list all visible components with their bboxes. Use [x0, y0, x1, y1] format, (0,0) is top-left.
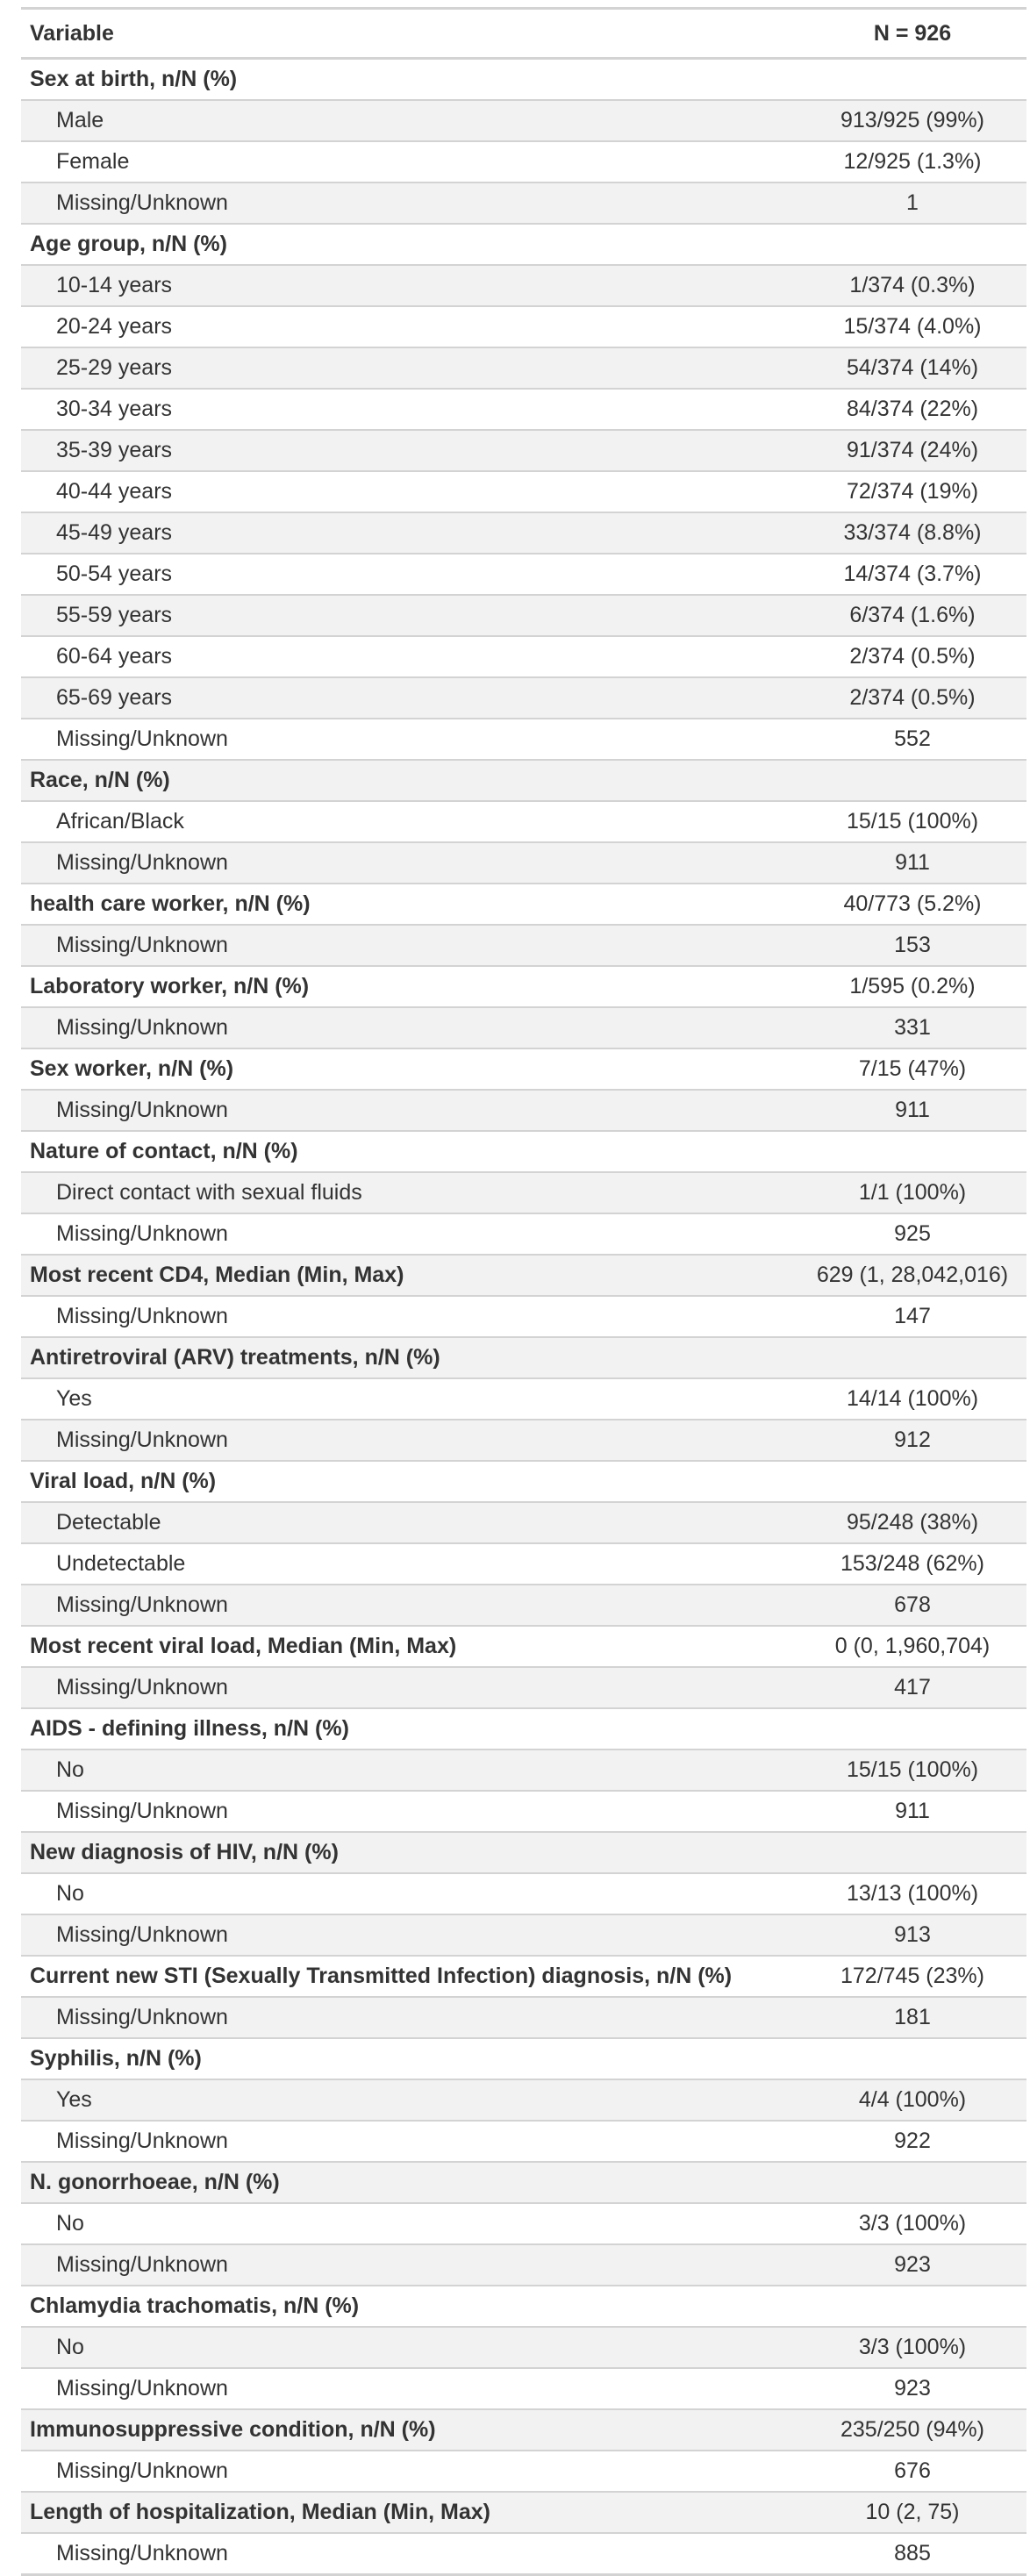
statistic-value: 14/14 (100%) [798, 1378, 1026, 1420]
variable-label: Laboratory worker, n/N (%) [21, 966, 798, 1007]
variable-label: Most recent viral load, Median (Min, Max) [21, 1626, 798, 1667]
statistic-value: 4/4 (100%) [798, 2079, 1026, 2121]
variable-label: Immunosuppressive condition, n/N (%) [21, 2409, 798, 2451]
table-row [21, 224, 1026, 265]
table-row [21, 1378, 1026, 1420]
variable-label: New diagnosis of HIV, n/N (%) [21, 1832, 798, 1873]
table-row [21, 182, 1026, 224]
statistic-value: 911 [798, 842, 1026, 884]
table-header-row [21, 9, 1026, 59]
statistic-value: 3/3 (100%) [798, 2203, 1026, 2244]
statistic-value [798, 1832, 1026, 1873]
table-row [21, 1626, 1026, 1667]
statistic-value: 6/374 (1.6%) [798, 595, 1026, 636]
table-row [21, 554, 1026, 595]
statistic-value [798, 59, 1026, 101]
table-row [21, 1832, 1026, 1873]
statistic-value: 913/925 (99%) [798, 100, 1026, 141]
statistic-value: 172/745 (23%) [798, 1956, 1026, 1997]
statistic-value: 13/13 (100%) [798, 1873, 1026, 1914]
level-label: No [21, 1873, 798, 1914]
statistic-value: 1/1 (100%) [798, 1172, 1026, 1213]
table-row [21, 1543, 1026, 1585]
statistic-value [798, 2286, 1026, 2327]
level-label: Male [21, 100, 798, 141]
statistic-value: 676 [798, 2451, 1026, 2492]
table-row [21, 1007, 1026, 1048]
table-row [21, 1873, 1026, 1914]
variable-label: Current new STI (Sexually Transmitted Infection) diagnosis, n/N (%) [21, 1956, 798, 1997]
level-label: 40-44 years [21, 471, 798, 512]
table-row [21, 801, 1026, 842]
table-row [21, 595, 1026, 636]
level-label: 45-49 years [21, 512, 798, 554]
level-label: Missing/Unknown [21, 1007, 798, 1048]
statistic-value: 923 [798, 2244, 1026, 2286]
table-row [21, 1337, 1026, 1378]
variable-label: Nature of contact, n/N (%) [21, 1131, 798, 1172]
variable-label: health care worker, n/N (%) [21, 884, 798, 925]
statistic-value [798, 760, 1026, 801]
table-row [21, 2368, 1026, 2409]
table-row [21, 1997, 1026, 2038]
level-label: No [21, 2327, 798, 2368]
level-label: Missing/Unknown [21, 1914, 798, 1956]
table-row [21, 512, 1026, 554]
table-row [21, 1708, 1026, 1750]
statistic-value: 922 [798, 2121, 1026, 2162]
table-row [21, 347, 1026, 389]
statistic-value: 33/374 (8.8%) [798, 512, 1026, 554]
level-label: 55-59 years [21, 595, 798, 636]
level-label: 60-64 years [21, 636, 798, 677]
variable-label: Viral load, n/N (%) [21, 1461, 798, 1502]
table-row [21, 842, 1026, 884]
level-label: Yes [21, 2079, 798, 2121]
statistic-value [798, 224, 1026, 265]
level-label: Missing/Unknown [21, 1090, 798, 1131]
statistic-value [798, 2038, 1026, 2079]
variable-label: Sex worker, n/N (%) [21, 1048, 798, 1090]
statistic-value: 95/248 (38%) [798, 1502, 1026, 1543]
level-label: Missing/Unknown [21, 719, 798, 760]
level-label: Missing/Unknown [21, 1997, 798, 2038]
statistic-value [798, 2162, 1026, 2203]
table-row [21, 884, 1026, 925]
table-row [21, 1502, 1026, 1543]
table-row [21, 2244, 1026, 2286]
statistic-value: 1 [798, 182, 1026, 224]
statistic-value: 84/374 (22%) [798, 389, 1026, 430]
variable-label: N. gonorrhoeae, n/N (%) [21, 2162, 798, 2203]
level-label: 35-39 years [21, 430, 798, 471]
statistic-value: 911 [798, 1090, 1026, 1131]
table-row [21, 2409, 1026, 2451]
table-row [21, 1420, 1026, 1461]
statistic-value: 54/374 (14%) [798, 347, 1026, 389]
statistic-value: 331 [798, 1007, 1026, 1048]
table-row [21, 2492, 1026, 2533]
variable-label: AIDS - defining illness, n/N (%) [21, 1708, 798, 1750]
level-label: Missing/Unknown [21, 2533, 798, 2575]
variable-label: Length of hospitalization, Median (Min, Max) [21, 2492, 798, 2533]
level-label: 50-54 years [21, 554, 798, 595]
statistic-value: 885 [798, 2533, 1026, 2575]
variable-label: Sex at birth, n/N (%) [21, 59, 798, 101]
table-row [21, 141, 1026, 182]
statistic-value: 3/3 (100%) [798, 2327, 1026, 2368]
statistic-value: 15/15 (100%) [798, 801, 1026, 842]
level-label: African/Black [21, 801, 798, 842]
level-label: 10-14 years [21, 265, 798, 306]
level-label: Yes [21, 1378, 798, 1420]
variable-label: Antiretroviral (ARV) treatments, n/N (%) [21, 1337, 798, 1378]
table-row [21, 59, 1026, 101]
level-label: 65-69 years [21, 677, 798, 719]
level-label: Missing/Unknown [21, 1296, 798, 1337]
variable-label: Chlamydia trachomatis, n/N (%) [21, 2286, 798, 2327]
level-label: 20-24 years [21, 306, 798, 347]
level-label: Missing/Unknown [21, 1667, 798, 1708]
table-row [21, 1296, 1026, 1337]
level-label: No [21, 2203, 798, 2244]
table-body [21, 59, 1026, 2575]
level-label: Missing/Unknown [21, 182, 798, 224]
level-label: Missing/Unknown [21, 1420, 798, 1461]
statistic-value: 629 (1, 28,042,016) [798, 1255, 1026, 1296]
level-label: Female [21, 141, 798, 182]
table-row [21, 306, 1026, 347]
variable-label: Syphilis, n/N (%) [21, 2038, 798, 2079]
table-row [21, 2079, 1026, 2121]
statistic-value [798, 1708, 1026, 1750]
statistic-value: 923 [798, 2368, 1026, 2409]
statistic-value: 552 [798, 719, 1026, 760]
variable-column-header: Variable [21, 9, 798, 59]
table-row [21, 636, 1026, 677]
statistic-value: 1/595 (0.2%) [798, 966, 1026, 1007]
statistic-value: 153/248 (62%) [798, 1543, 1026, 1585]
statistic-value [798, 1337, 1026, 1378]
table-row [21, 1667, 1026, 1708]
table-row [21, 719, 1026, 760]
level-label: Missing/Unknown [21, 1585, 798, 1626]
table-row [21, 389, 1026, 430]
statistic-value: 2/374 (0.5%) [798, 677, 1026, 719]
statistic-value: 14/374 (3.7%) [798, 554, 1026, 595]
table-row [21, 265, 1026, 306]
table-row [21, 2286, 1026, 2327]
table-row [21, 1131, 1026, 1172]
statistic-value: 913 [798, 1914, 1026, 1956]
statistic-value [798, 1461, 1026, 1502]
summary-table-container [21, 7, 1026, 2576]
statistic-value: 2/374 (0.5%) [798, 636, 1026, 677]
table-row [21, 1791, 1026, 1832]
table-row [21, 1172, 1026, 1213]
statistic-value: 147 [798, 1296, 1026, 1337]
table-row [21, 760, 1026, 801]
statistic-value: 1/374 (0.3%) [798, 265, 1026, 306]
table-row [21, 2327, 1026, 2368]
table-row [21, 2203, 1026, 2244]
table-row [21, 471, 1026, 512]
table-row [21, 1255, 1026, 1296]
statistic-value: 10 (2, 75) [798, 2492, 1026, 2533]
table-row [21, 2162, 1026, 2203]
table-row [21, 1048, 1026, 1090]
summary-table [21, 7, 1026, 2576]
table-row [21, 1585, 1026, 1626]
statistic-value: 911 [798, 1791, 1026, 1832]
statistic-value: 7/15 (47%) [798, 1048, 1026, 1090]
statistic-value: 417 [798, 1667, 1026, 1708]
statistic-value: 925 [798, 1213, 1026, 1255]
statistic-value: 15/374 (4.0%) [798, 306, 1026, 347]
table-row [21, 1090, 1026, 1131]
table-row [21, 430, 1026, 471]
level-label: Missing/Unknown [21, 2244, 798, 2286]
table-row [21, 966, 1026, 1007]
level-label: Missing/Unknown [21, 2368, 798, 2409]
statistic-value: 12/925 (1.3%) [798, 141, 1026, 182]
level-label: Missing/Unknown [21, 842, 798, 884]
statistic-value: 153 [798, 925, 1026, 966]
statistic-value: 678 [798, 1585, 1026, 1626]
table-row [21, 925, 1026, 966]
table-row [21, 100, 1026, 141]
statistic-value: 91/374 (24%) [798, 430, 1026, 471]
table-row [21, 1461, 1026, 1502]
statistic-value: 40/773 (5.2%) [798, 884, 1026, 925]
level-label: Missing/Unknown [21, 1791, 798, 1832]
variable-label: Race, n/N (%) [21, 760, 798, 801]
count-column-header: N = 926 [798, 9, 1026, 59]
level-label: No [21, 1750, 798, 1791]
table-row [21, 2533, 1026, 2575]
variable-label: Most recent CD4, Median (Min, Max) [21, 1255, 798, 1296]
table-row [21, 2038, 1026, 2079]
variable-label: Age group, n/N (%) [21, 224, 798, 265]
level-label: Missing/Unknown [21, 2121, 798, 2162]
level-label: Missing/Unknown [21, 925, 798, 966]
level-label: Direct contact with sexual fluids [21, 1172, 798, 1213]
table-row [21, 2451, 1026, 2492]
statistic-value [798, 1131, 1026, 1172]
statistic-value: 235/250 (94%) [798, 2409, 1026, 2451]
statistic-value: 912 [798, 1420, 1026, 1461]
level-label: Missing/Unknown [21, 1213, 798, 1255]
statistic-value: 72/374 (19%) [798, 471, 1026, 512]
level-label: Missing/Unknown [21, 2451, 798, 2492]
level-label: Undetectable [21, 1543, 798, 1585]
table-row [21, 2121, 1026, 2162]
statistic-value: 0 (0, 1,960,704) [798, 1626, 1026, 1667]
table-row [21, 1956, 1026, 1997]
table-row [21, 1213, 1026, 1255]
table-row [21, 677, 1026, 719]
level-label: 30-34 years [21, 389, 798, 430]
table-row [21, 1914, 1026, 1956]
table-row [21, 1750, 1026, 1791]
statistic-value: 15/15 (100%) [798, 1750, 1026, 1791]
level-label: Detectable [21, 1502, 798, 1543]
statistic-value: 181 [798, 1997, 1026, 2038]
level-label: 25-29 years [21, 347, 798, 389]
